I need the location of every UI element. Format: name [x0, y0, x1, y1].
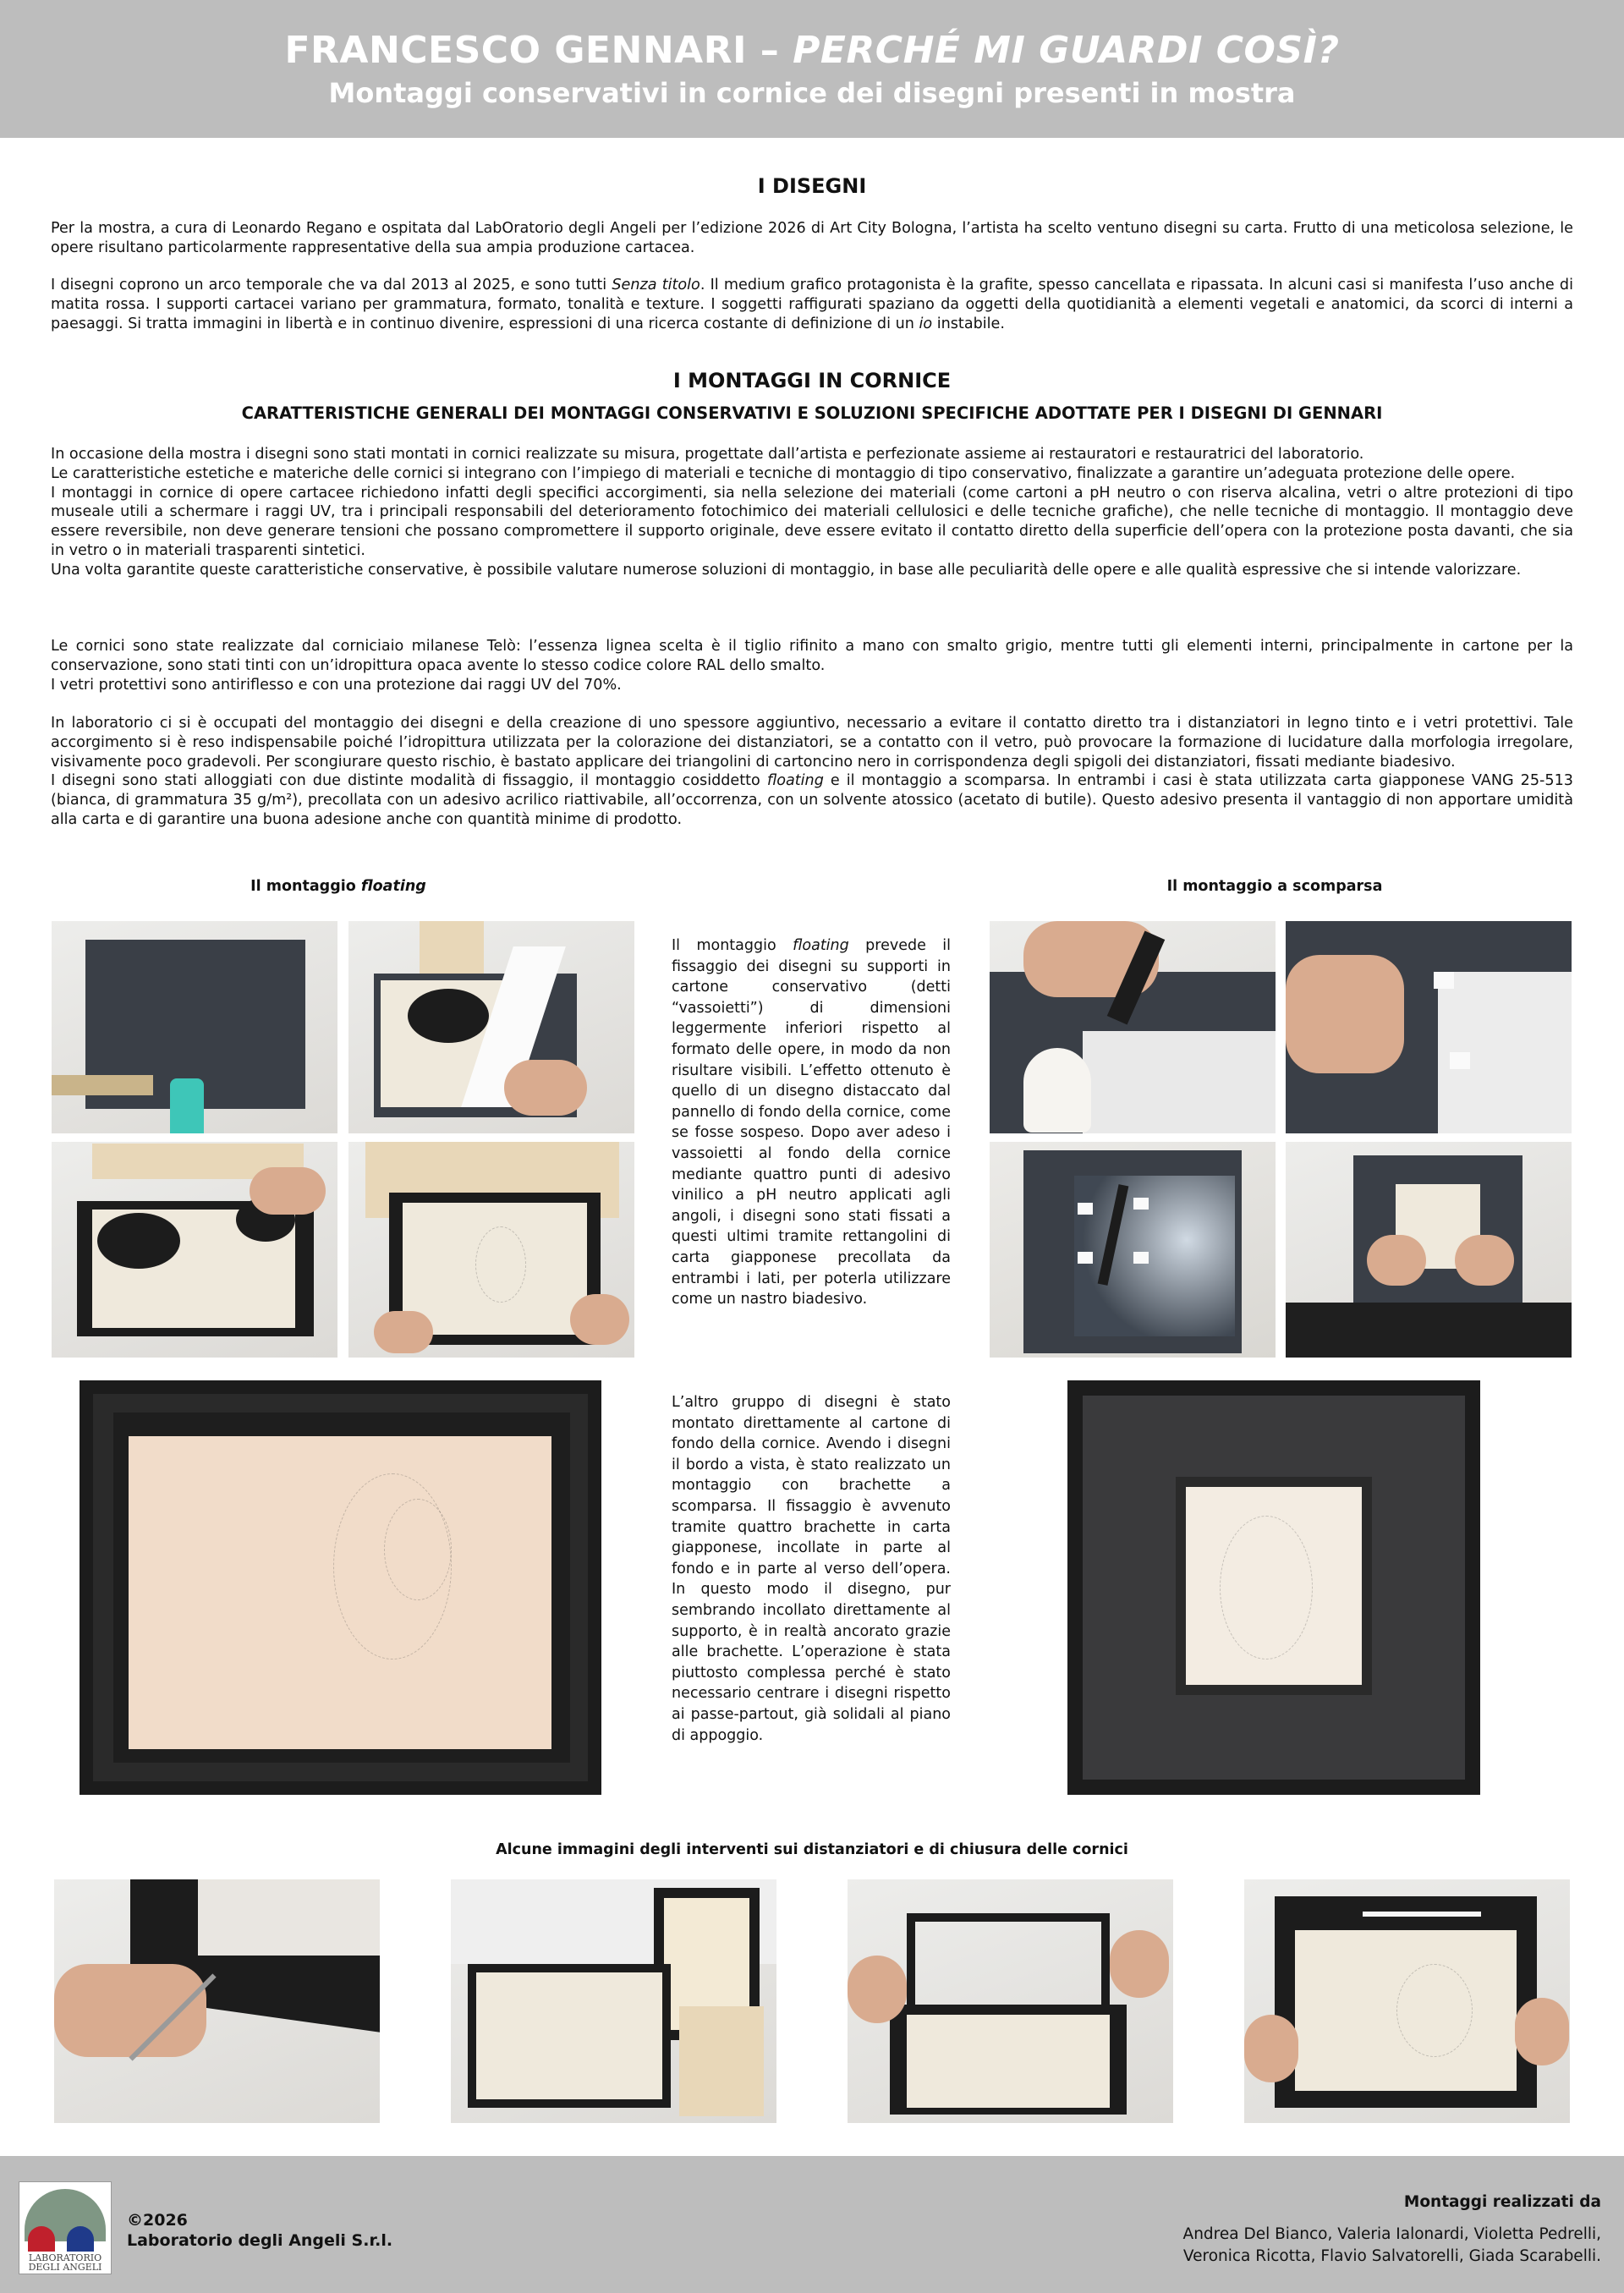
photo-bottom-4 [1244, 1879, 1570, 2123]
montaggi-paragraph-2: Le cornici sono state realizzate dal corniciaio milanese Telò: l’essenza lignea scelta è il tiglio rifinito a mano con smalto grigio, mentre tutti gli elementi interni, principalmente in cartone per la conservazione, sono stati tinti con un’idropittura opaca avente lo stesso codice colore RAL dello smalto. I vetri protettivi sono antiriflesso e con una protezione dai raggi UV del 70%. [51, 638, 1573, 694]
credits-line-1: Andrea Del Bianco, Valeria Ialonardi, Violetta Pedrelli, [1182, 2225, 1601, 2243]
scomparsa-text: L’altro gruppo di disegni è stato montato direttamente al cartone di fondo della cornice. Avendo i disegni il bordo a vista, è stato realizzato un montaggio con brachette a scomparsa. Il fissaggio è avvenuto tramite quattro brachette in carta giapponese, incollate in parte al fondo e in parte al verso dell’opera. In questo modo il disegno, pur sembrando incollato direttamente al supporto, è in realtà ancorato grazie alle brachette. L’operazione è stata piuttosto complessa perché è stato necessario centrare i disegni rispetto ai passe-partout, già solidali al piano di appoggio. [672, 1394, 951, 1744]
photo-scomparsa-1 [990, 921, 1276, 1133]
montaggi-paragraph-1: In occasione della mostra i disegni sono stati montati in cornici realizzate su misura, progettate dall’artista e perfezionate assieme ai restauratori e restauratrici del laboratorio. Le caratteristiche estetiche e materiche delle cornici si integrano con l’impiego di materiali e tecniche di montaggio di tipo conservativo, finalizzate a garantire un’adeguata protezione delle opere. I montaggi in cornice di opere cartacee richiedono infatti degli specifici accorgimenti, sia nella selezione dei materiali (come cartoni a pH neutro o con riserva alcalina, vetri o altre protezioni di tipo museale utili a schermare i raggi UV, tra i principali responsabili del deterioramento fotochimico dei materiali cellulosici e delle tecniche grafiche), che nelle tecniche di montaggio. Il montaggio deve essere reversibile, non deve generare tensioni che possano compromettere il supporto originale, deve essere evitato il contatto diretto della superficie dell’opera con la protezione posta davanti, che sia in vetro o in materiali trasparenti sintetici. Una volta garantite queste caratteristiche conservative, è possibile valutare numerose soluzioni di montaggio, in base alle peculiarità delle opere e alle qualità espressive che si intende valorizzare. [51, 446, 1573, 579]
photo-floating-4 [348, 1142, 634, 1358]
caption-bottom: Alcune immagini degli interventi sui distanziatori e di chiusura delle cornici [496, 1841, 1128, 1858]
photo-scomparsa-3 [990, 1142, 1276, 1358]
credits-title: Montaggi realizzati da [1403, 2193, 1601, 2211]
photo-floating-3 [52, 1142, 337, 1358]
photo-bottom-1 [54, 1879, 380, 2123]
section-title-disegni: I DISEGNI [757, 174, 867, 198]
section-title-montaggi: I MONTAGGI IN CORNICE [672, 369, 952, 392]
disegni-paragraph-1: Per la mostra, a cura di Leonardo Regano e ospitata dal LabOratorio degli Angeli per l’edizione 2026 di Art City Bologna, l’artista ha scelto ventuno disegni su carta. Frutto di una meticolosa selezione, le opere risultano particolarmente rappresentative della sua ampia produzione cartacea. [51, 220, 1573, 256]
section-subtitle-montaggi: CARATTERISTICHE GENERALI DEI MONTAGGI CONSERVATIVI E SOLUZIONI SPECIFICHE ADOTTATE PER I DISEGNI DI GENNARI [241, 403, 1383, 423]
caption-scomparsa: Il montaggio a scomparsa [1166, 878, 1383, 895]
photo-scomparsa-2 [1286, 921, 1572, 1133]
photo-frame-floating [80, 1380, 601, 1795]
credits-line-2: Veronica Ricotta, Flavio Salvatorelli, Giada Scarabelli. [1182, 2247, 1601, 2265]
photo-floating-2 [348, 921, 634, 1133]
photo-frame-scomparsa [1067, 1380, 1480, 1795]
poster-footer [0, 2156, 1624, 2293]
poster-subtitle: Montaggi conservativi in cornice dei disegni presenti in mostra [328, 77, 1296, 109]
company-name: Laboratorio degli Angeli S.r.l. [127, 2231, 393, 2250]
poster-header [0, 0, 1624, 138]
photo-bottom-3 [848, 1879, 1173, 2123]
photo-scomparsa-4 [1286, 1142, 1572, 1358]
laboratorio-logo: LABORATORIO DEGLI ANGELI [19, 2181, 112, 2274]
photo-bottom-2 [451, 1879, 776, 2123]
copyright-block [127, 2210, 392, 2251]
poster-title: FRANCESCO GENNARI – PERCHÉ MI GUARDI COSÌ? [284, 29, 1340, 72]
photo-floating-1 [52, 921, 337, 1133]
disegni-paragraph-2: I disegni coprono un arco temporale che va dal 2013 al 2025, e sono tutti Senza titolo. Il medium grafico protagonista è la grafite, spesso cancellata e ripassata. In alcuni casi si manifesta l’uso anche di matita rossa. I supporti cartacei variano per grammatura, formato, tonalità e texture. I soggetti raffigurati spaziano da oggetti della quotidianità a elementi vegetali e anatomici, da scorci di interni a paesaggi. Si tratta immagini in libertà e in continuo divenire, espressioni di una ricerca costante di definizione di un io instabile. [51, 277, 1573, 332]
copyright-year: ©2026 [127, 2211, 188, 2230]
floating-text: Il montaggio floating prevede il fissaggio dei disegni su supporti in cartone conservativo (detti “vassoietti”) di dimensioni leggermente inferiori rispetto al formato delle opere, in modo da non risultare visibili. L’effetto ottenuto è quello di un disegno distaccato dal pannello di fondo della cornice, come se fosse sospeso. Dopo aver adeso i vassoietti al fondo della cornice mediante quattro punti di adesivo vinilico a pH neutro applicati agli angoli, i disegni sono stati fissati a questi ultimi tramite rettangolini di carta giapponese precollata da entrambi i lati, per poterla utilizzare come un nastro biadesivo. [672, 937, 951, 1308]
credits-block [1183, 2192, 1601, 2268]
montaggi-paragraph-3: In laboratorio ci si è occupati del montaggio dei disegni e della creazione di uno spessore aggiuntivo, necessario a evitare il contatto diretto tra i distanziatori in legno tinto e i vetri protettivi. Tale accorgimento si è reso indispensabile poiché l’idropittura utilizzata per la colorazione dei distanziatori, se a contatto con il vetro, può provocare la formazione di lucidature dalla morfologia irregolare, visivamente poco gradevoli. Per scongiurare questo rischio, è bastato applicare dei triangolini di cartoncino nero in corrispondenza degli spigoli dei distanziatori, fissati mediante biadesivo. I disegni sono stati alloggiati con due distinte modalità di fissaggio, il montaggio cosiddetto floating e il montaggio a scomparsa. In entrambi i casi è stata utilizzata carta giapponese VANG 25-513 (bianca, di grammatura 35 g/m²), precollata con un adesivo acrilico riattivabile, all’occorrenza, con un solvente atossico (acetato di butile). Questo adesivo presenta il vantaggio di non apportare umidità alla carta e di garantire una buona adesione anche con quantità minime di prodotto. [51, 715, 1573, 828]
caption-floating: Il montaggio floating [250, 878, 426, 895]
